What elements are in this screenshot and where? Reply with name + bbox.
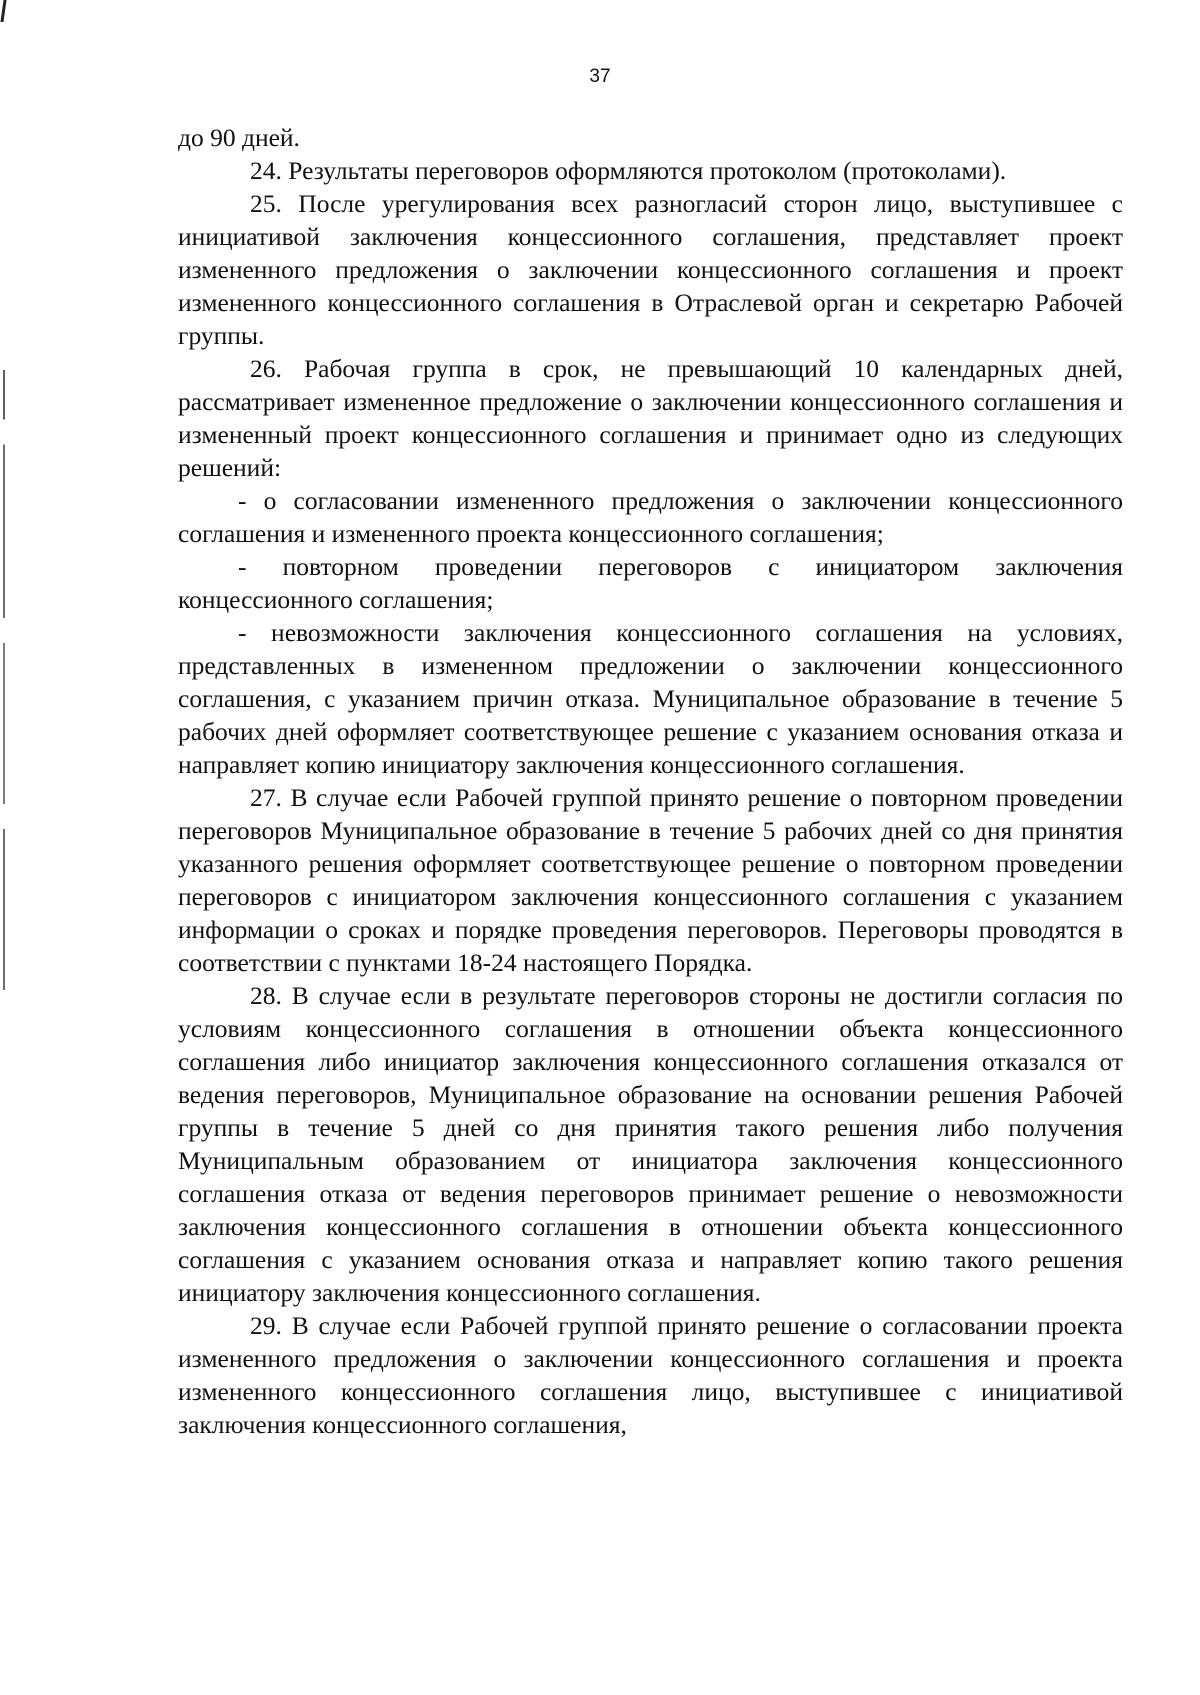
document-body (178, 121, 1123, 1441)
list-item-approval: - о согласовании измененного предложения о заключении концессионного соглашения и измененного проекта концессионного соглашения; (178, 486, 1123, 548)
paragraph-26: 26. Рабочая группа в срок, не превышающий 10 календарных дней, рассматривает измененное предложение о заключении концессионного соглашения и измененный проект концессионного соглашения и принимает одно из следующих решений: (178, 354, 1123, 482)
paragraph-24: 24. Результаты переговоров оформляются протоколом (протоколами). (250, 156, 1007, 185)
paragraph-continuation: до 90 дней. (178, 123, 300, 152)
list-item-impossibility: - невозможности заключения концессионного соглашения на условиях, представленных в измененном предложении о заключении концессионного соглашения, с указанием причин отказа. Муниципальное образование в течение 5 рабочих дней оформляет соответствующее решение с указанием основания отказа и направляет копию инициатору заключения концессионного соглашения. (178, 618, 1123, 779)
paragraph-27: 27. В случае если Рабочей группой принято решение о повторном проведении переговоров Муниципальное образование в течение 5 рабочих дней со дня принятия указанного решения оформляет соответствующее решение о повторном проведении переговоров с инициатором заключения концессионного соглашения с указанием информации о сроках и порядке проведения переговоров. Переговоры проводятся в соответствии с пунктами 18-24 настоящего Порядка. (178, 783, 1123, 977)
paragraph-28: 28. В случае если в результате переговоров стороны не достигли согласия по условиям концессионного соглашения в отношении объекта концессионного соглашения либо инициатор заключения концессионного соглашения отказался от ведения переговоров, Муниципальное образование на основании решения Рабочей группы в течение 5 дней со дня принятия такого решения либо получения Муниципальным образованием от инициатора заключения концессионного соглашения отказа от ведения переговоров принимает решение о невозможности заключения концессионного соглашения в отношении объекта концессионного соглашения с указанием основания отказа и направляет копию такого решения инициатору заключения концессионного соглашения. (178, 981, 1123, 1307)
scan-artifact-mark (0, 0, 6, 22)
page-number: 37 (589, 66, 611, 87)
list-item-repeat-negotiations: - повторном проведении переговоров с инициатором заключения концессионного соглашения; (178, 552, 1123, 614)
scan-artifact-edge (3, 370, 5, 990)
paragraph-29: 29. В случае если Рабочей группой принято решение о согласовании проекта измененного предложения о заключении концессионного соглашения и проекта измененного концессионного соглашения лицо, выступившее с инициативой заключения концессионного соглашения, (178, 1311, 1123, 1439)
paragraph-25: 25. После урегулирования всех разногласий сторон лицо, выступившее с инициативой заключения концессионного соглашения, представляет проект измененного предложения о заключении концессионного соглашения и проект измененного концессионного соглашения в Отраслевой орган и секретарю Рабочей группы. (178, 189, 1123, 350)
